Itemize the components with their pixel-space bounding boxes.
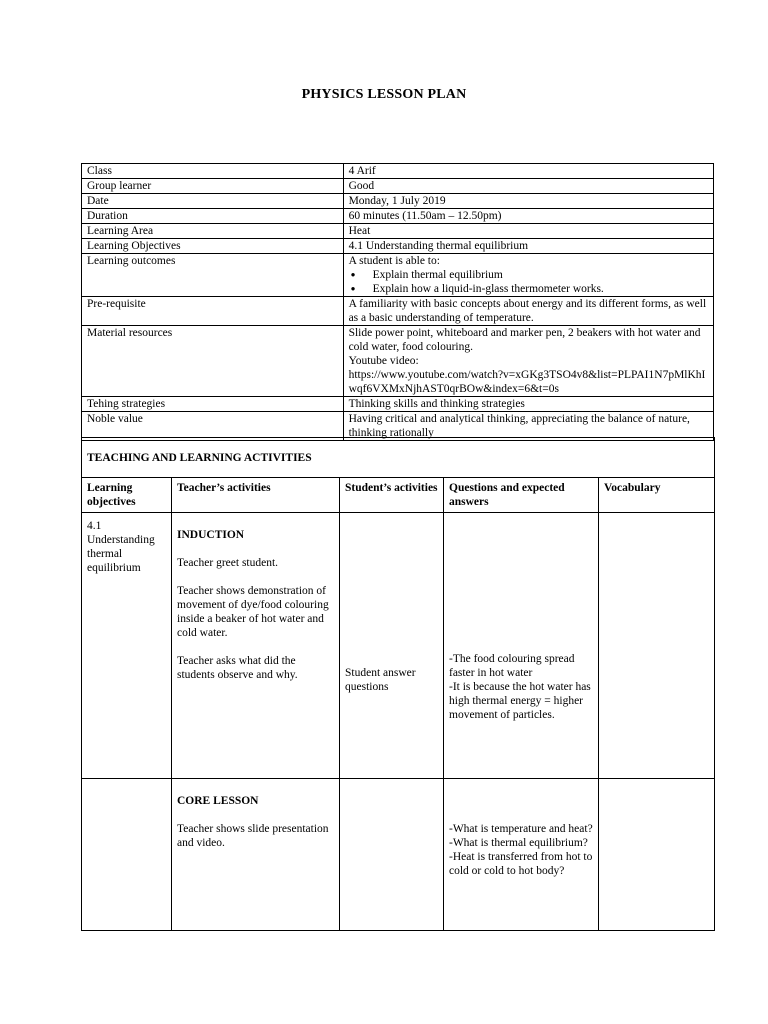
table-row bbox=[82, 779, 715, 931]
column-header: Student’s activities bbox=[340, 478, 444, 513]
table-row bbox=[82, 209, 714, 224]
column-header: Questions and expected answers bbox=[444, 478, 599, 513]
teacher-activity: Teacher greet student. bbox=[177, 557, 279, 569]
info-value-resources bbox=[343, 326, 713, 397]
info-key: Duration bbox=[82, 209, 344, 224]
column-header: Teacher’s activities bbox=[172, 478, 340, 513]
page-title: PHYSICS LESSON PLAN bbox=[301, 87, 467, 102]
outcomes-list bbox=[349, 268, 708, 296]
teacher-activity: Teacher asks what did the students observe and why. bbox=[177, 655, 298, 681]
info-value: 4.1 Understanding thermal equilibrium bbox=[343, 239, 713, 254]
info-value: Thinking skills and thinking strategies bbox=[343, 397, 713, 412]
core-vocabulary-cell bbox=[599, 779, 715, 931]
lesson-info-table bbox=[81, 163, 714, 441]
core-answers-cell bbox=[444, 779, 599, 931]
info-key: Pre-requisite bbox=[82, 297, 344, 326]
induction-objective bbox=[82, 513, 172, 779]
answer-text: -The food colouring spread faster in hot water bbox=[449, 653, 575, 679]
info-value: Heat bbox=[343, 224, 713, 239]
info-value: Good bbox=[343, 179, 713, 194]
core-title: CORE LESSON bbox=[177, 795, 259, 807]
answer-text: -What is thermal equilibrium? bbox=[449, 837, 588, 849]
table-row bbox=[82, 438, 715, 478]
table-row bbox=[82, 513, 715, 779]
info-value: Having critical and analytical thinking, appreciating the balance of nature, thinking rationally bbox=[343, 412, 713, 441]
info-value-outcomes bbox=[343, 254, 713, 297]
info-key: Learning outcomes bbox=[82, 254, 344, 297]
teacher-activity: Teacher shows demonstration of movement of dye/food colouring inside a beaker of hot water and cold water. bbox=[177, 585, 329, 639]
table-row bbox=[82, 194, 714, 209]
info-key: Material resources bbox=[82, 326, 344, 397]
table-row bbox=[82, 164, 714, 179]
table-row bbox=[82, 239, 714, 254]
list-item: ● Explain how a liquid-in-glass thermometer works. bbox=[349, 282, 708, 296]
core-teacher-cell bbox=[172, 779, 340, 931]
list-item: ● Explain thermal equilibrium bbox=[349, 268, 708, 282]
student-activity: Student answer questions bbox=[345, 667, 416, 693]
info-key: Learning Objectives bbox=[82, 239, 344, 254]
info-key: Tehing strategies bbox=[82, 397, 344, 412]
induction-student-cell bbox=[340, 513, 444, 779]
info-value: 4 Arif bbox=[343, 164, 713, 179]
table-row bbox=[82, 326, 714, 397]
info-key: Date bbox=[82, 194, 344, 209]
info-key: Group learner bbox=[82, 179, 344, 194]
info-key: Learning Area bbox=[82, 224, 344, 239]
video-label: Youtube video: bbox=[348, 355, 419, 367]
activities-table bbox=[81, 437, 715, 931]
answer-text: -Heat is transferred from hot to cold or cold to hot body? bbox=[449, 851, 593, 877]
info-value: Monday, 1 July 2019 bbox=[343, 194, 713, 209]
column-header: Vocabulary bbox=[599, 478, 715, 513]
answer-text: -It is because the hot water has high thermal energy = higher movement of particles. bbox=[449, 681, 591, 721]
table-row bbox=[82, 224, 714, 239]
table-row bbox=[82, 478, 715, 513]
induction-title: INDUCTION bbox=[177, 529, 245, 541]
info-value: 60 minutes (11.50am – 12.50pm) bbox=[343, 209, 713, 224]
info-value: A familiarity with basic concepts about energy and its different forms, as well as a basic understanding of temperature. bbox=[343, 297, 713, 326]
table-row bbox=[82, 297, 714, 326]
video-link[interactable]: https://www.youtube.com/watch?v=xGKg3TSO4v8&list=PLPAI1N7pMlKhIwqf6VXMxNjhAST0qrBOw&index=6&t=0s bbox=[348, 369, 706, 395]
objective-text: 4.1 Understanding thermal equilibrium bbox=[87, 520, 155, 574]
activities-heading: TEACHING AND LEARNING ACTIVITIES bbox=[82, 438, 715, 478]
table-row bbox=[82, 179, 714, 194]
resources-text: Slide power point, whiteboard and marker pen, 2 beakers with hot water and cold water, food colouring. bbox=[348, 327, 701, 353]
core-objective bbox=[82, 779, 172, 931]
induction-answers-cell bbox=[444, 513, 599, 779]
answer-text: -What is temperature and heat? bbox=[449, 823, 593, 835]
table-row bbox=[82, 397, 714, 412]
teacher-activity: Teacher shows slide presentation and video. bbox=[177, 823, 329, 849]
column-header: Learning objectives bbox=[82, 478, 172, 513]
table-row bbox=[82, 254, 714, 297]
induction-vocabulary-cell bbox=[599, 513, 715, 779]
info-key: Class bbox=[82, 164, 344, 179]
info-key: Noble value bbox=[82, 412, 344, 441]
core-student-cell bbox=[340, 779, 444, 931]
induction-teacher-cell bbox=[172, 513, 340, 779]
outcomes-intro: A student is able to: bbox=[348, 255, 440, 267]
